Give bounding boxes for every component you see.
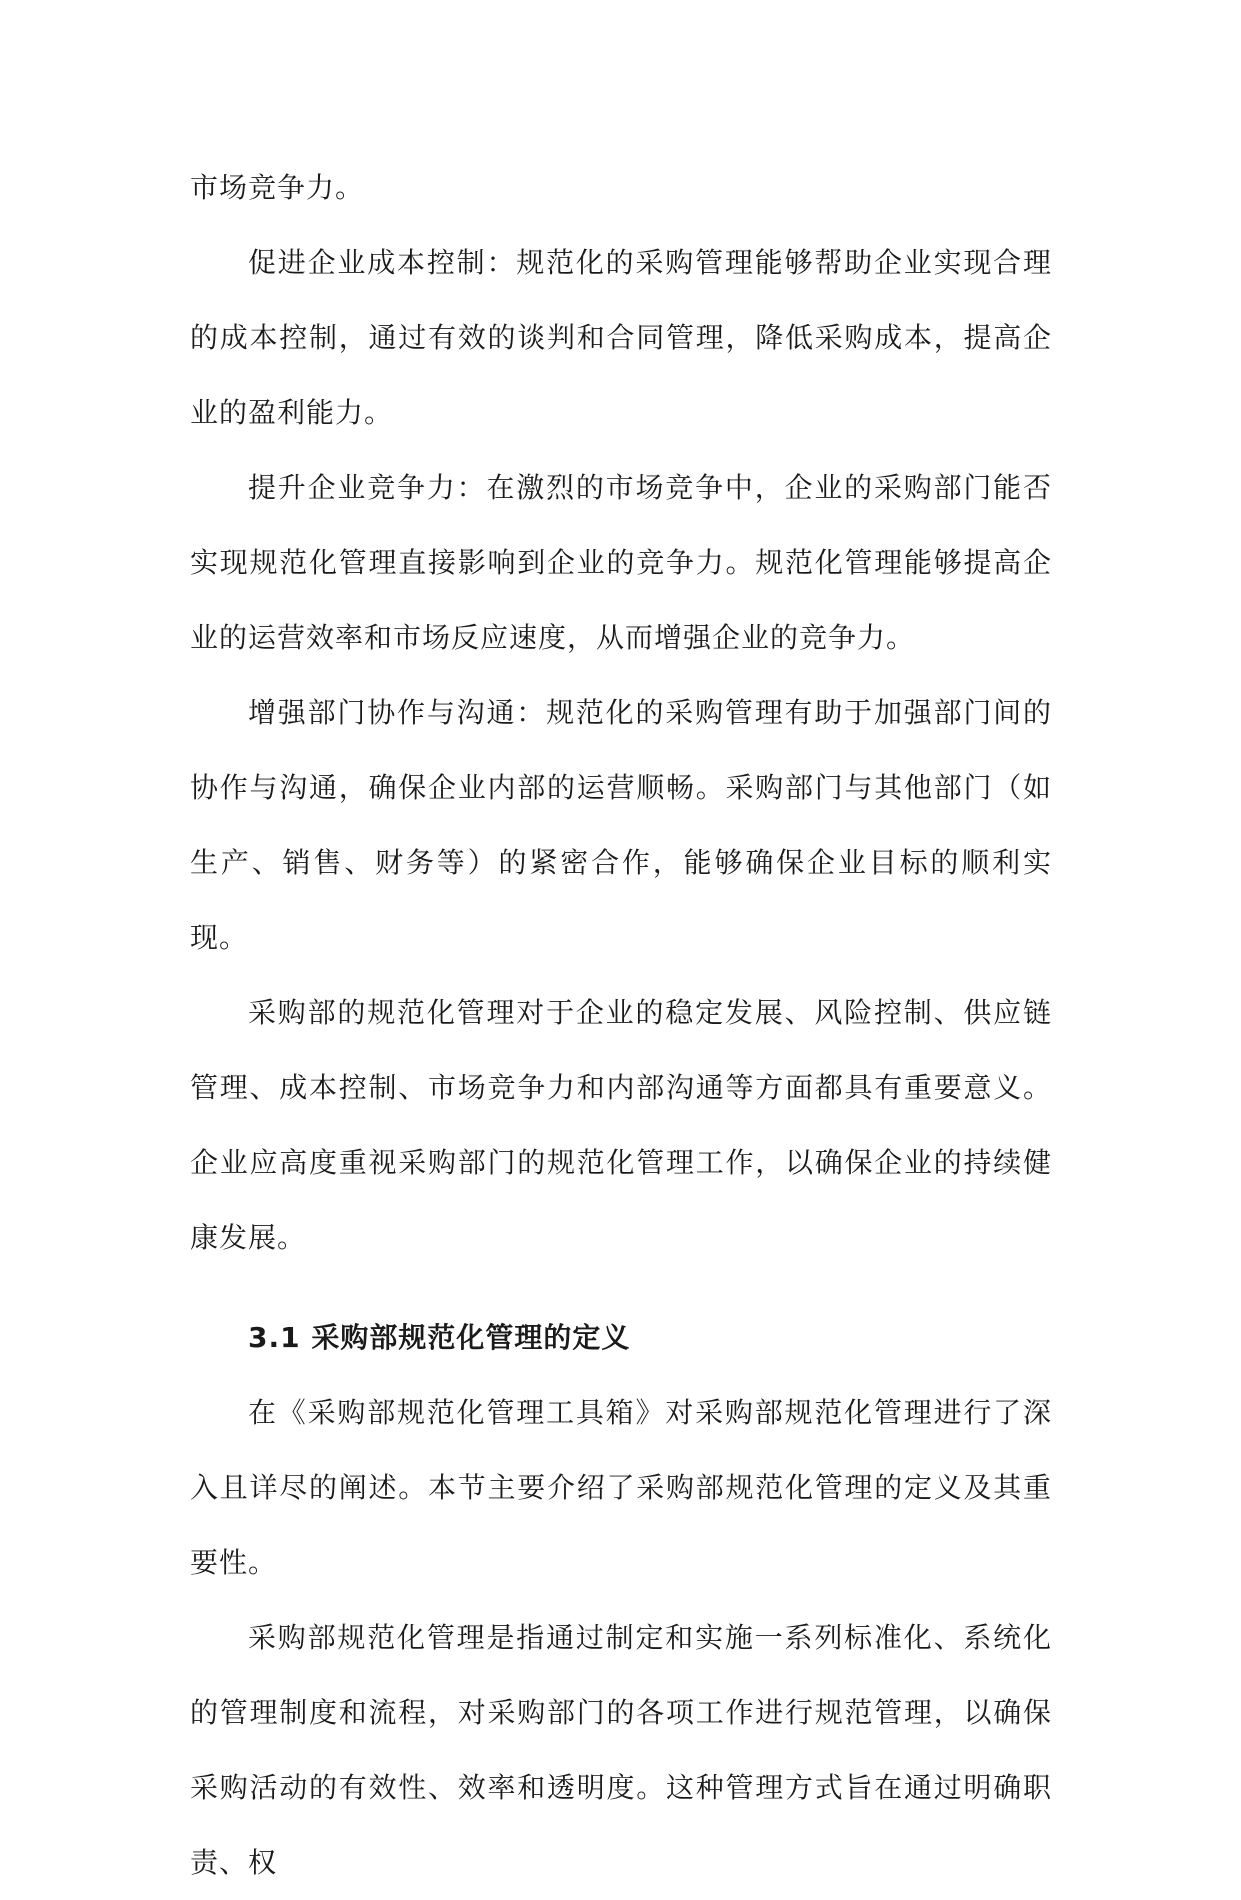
paragraph-toolbox-intro: 在《采购部规范化管理工具箱》对采购部规范化管理进行了深入且详尽的阐述。本节主要介绍了采购部规范化管理的定义及其重要性。: [190, 1396, 1052, 1579]
paragraph-summary: 采购部的规范化管理对于企业的稳定发展、风险控制、供应链管理、成本控制、市场竞争力和内部沟通等方面都具有重要意义。企业应高度重视采购部门的规范化管理工作，以确保企业的持续健康发展。: [190, 996, 1052, 1254]
paragraph-definition: 采购部规范化管理是指通过制定和实施一系列标准化、系统化的管理制度和流程，对采购部门的各项工作进行规范管理，以确保采购活动的有效性、效率和透明度。这种管理方式旨在通过明确职责、权: [190, 1621, 1052, 1879]
paragraph-collaboration: 增强部门协作与沟通：规范化的采购管理有助于加强部门间的协作与沟通，确保企业内部的运营顺畅。采购部门与其他部门（如生产、销售、财务等）的紧密合作，能够确保企业目标的顺利实现。: [190, 696, 1052, 954]
document-page: [190, 150, 1052, 1900]
paragraph-continuation: 市场竞争力。: [190, 171, 365, 204]
section-heading: 3.1 采购部规范化管理的定义: [248, 1321, 631, 1354]
paragraph-competitiveness: 提升企业竞争力：在激烈的市场竞争中，企业的采购部门能否实现规范化管理直接影响到企业的竞争力。规范化管理能够提高企业的运营效率和市场反应速度，从而增强企业的竞争力。: [190, 471, 1052, 654]
paragraph-cost-control: 促进企业成本控制：规范化的采购管理能够帮助企业实现合理的成本控制，通过有效的谈判和合同管理，降低采购成本，提高企业的盈利能力。: [190, 246, 1052, 429]
